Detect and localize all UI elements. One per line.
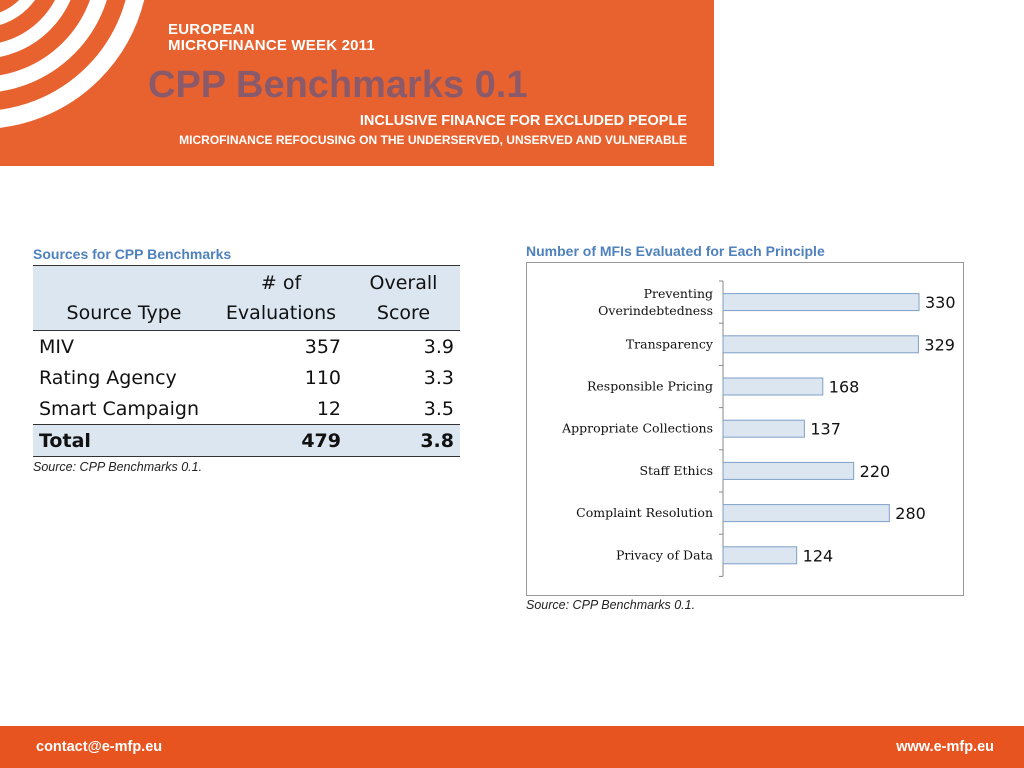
event-name-line2: MICROFINANCE WEEK 2011 <box>168 37 375 54</box>
website-link[interactable]: www.e-mfp.eu <box>896 739 994 755</box>
bar <box>723 462 854 479</box>
swirl-logo-icon <box>0 0 170 166</box>
bar <box>723 547 797 564</box>
bar <box>723 294 919 311</box>
tagline-sub: MICROFINANCE REFOCUSING ON THE UNDERSERVED, UNSERVED AND VULNERABLE <box>179 133 687 147</box>
table-total-row <box>33 425 460 457</box>
sources-table-title: Sources for CPP Benchmarks <box>33 246 232 262</box>
sources-table <box>33 265 460 457</box>
category-label: Staff Ethics <box>639 462 713 478</box>
table-row <box>33 362 460 393</box>
footer-bar <box>0 726 1024 768</box>
cell-score: 3.3 <box>423 366 454 389</box>
cell-evaluations: 12 <box>316 397 341 420</box>
category-label: Transparency <box>625 336 713 352</box>
cell-score: 3.5 <box>423 397 454 420</box>
bar <box>723 420 804 437</box>
cell-source-type: Rating Agency <box>39 366 177 389</box>
data-label: 280 <box>895 504 926 524</box>
bar-chart <box>527 263 963 595</box>
data-label: 124 <box>802 546 834 566</box>
event-name-line1: EUROPEAN <box>168 21 255 38</box>
bar <box>723 336 918 353</box>
table-source-note: Source: CPP Benchmarks 0.1. <box>33 460 203 474</box>
data-label: 137 <box>810 419 841 439</box>
bar <box>723 505 889 522</box>
cell-total-label: Total <box>33 425 215 457</box>
header-overall-score: Overall Score <box>347 266 460 331</box>
cell-total-evaluations: 479 <box>215 425 347 457</box>
chart-title: Number of MFIs Evaluated for Each Principle <box>526 243 825 259</box>
category-label: Appropriate Collections <box>562 420 713 436</box>
header-source-type: Source Type <box>33 266 215 331</box>
contact-email-link[interactable]: contact@e-mfp.eu <box>36 739 163 755</box>
table-row <box>33 393 460 425</box>
cell-evaluations: 110 <box>304 366 341 389</box>
bar-chart-frame <box>526 262 964 596</box>
category-label: Privacy of Data <box>615 547 713 563</box>
cell-score: 3.9 <box>423 335 454 358</box>
data-label: 329 <box>924 335 955 355</box>
category-label: Preventing Overindebtedness <box>598 286 713 319</box>
cell-source-type: Smart Campaign <box>39 397 200 420</box>
data-label: 168 <box>828 377 860 397</box>
cell-source-type: MIV <box>39 335 74 358</box>
table-row <box>33 331 460 363</box>
category-label: Complaint Resolution <box>576 505 713 521</box>
header-banner <box>0 0 714 166</box>
cell-evaluations: 357 <box>304 335 341 358</box>
data-label: 220 <box>859 461 891 481</box>
table-header-row <box>33 266 460 331</box>
category-label: Responsible Pricing <box>586 378 713 394</box>
chart-source-note: Source: CPP Benchmarks 0.1. <box>526 598 696 612</box>
data-label: 330 <box>925 293 956 313</box>
slide-title: CPP Benchmarks 0.1 <box>148 64 528 106</box>
bar <box>723 378 823 395</box>
tagline-main: INCLUSIVE FINANCE FOR EXCLUDED PEOPLE <box>359 113 687 129</box>
cell-total-score: 3.8 <box>347 425 460 457</box>
header-evaluations: # of Evaluations <box>215 266 347 331</box>
